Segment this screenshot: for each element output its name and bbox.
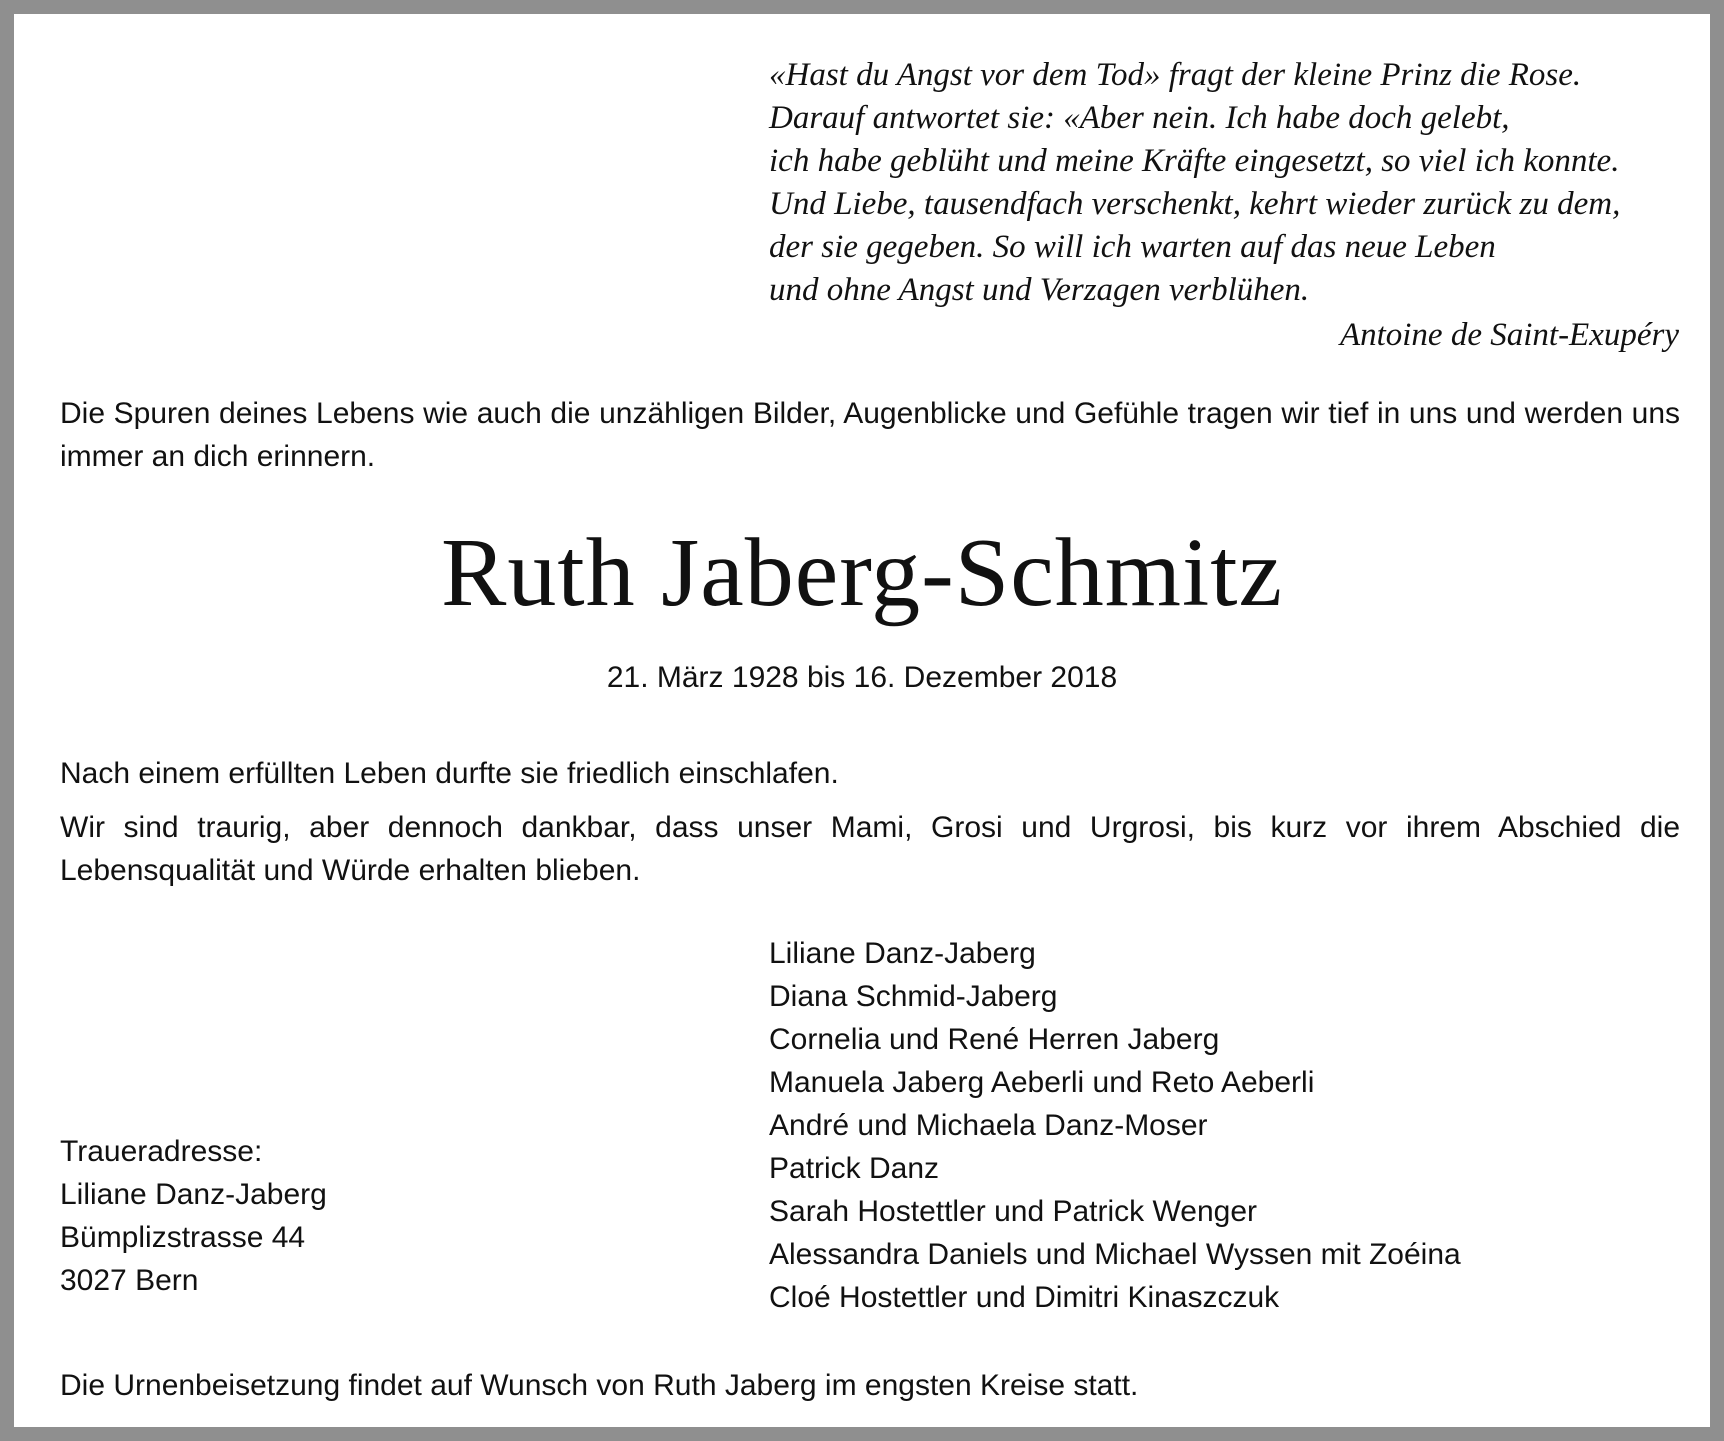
quote-line: «Hast du Angst vor dem Tod» fragt der kleine Prinz die Rose.	[769, 57, 1582, 93]
life-dates: 21. März 1928 bis 16. Dezember 2018	[606, 661, 1118, 694]
family-member: Cornelia und René Herren Jaberg	[769, 1023, 1220, 1056]
address-line: 3027 Bern	[60, 1264, 199, 1297]
family-member: Cloé Hostettler und Dimitri Kinaszczuk	[769, 1281, 1280, 1314]
deceased-name: Ruth Jaberg-Schmitz	[441, 519, 1283, 627]
family-member: Liliane Danz-Jaberg	[769, 937, 1036, 970]
paragraph-gratitude: Wir sind traurig, aber dennoch dankbar, dass unser Mami, Grosi und Urgrosi, bis kurz vor ihrem Abschied die Lebensqualität und Würde erhalten blieben.	[60, 811, 1680, 887]
paragraph-peaceful: Nach einem erfüllten Leben durfte sie friedlich einschlafen.	[60, 757, 839, 790]
quote-line: Darauf antwortet sie: «Aber nein. Ich habe doch gelebt,	[769, 100, 1510, 136]
family-member: Sarah Hostettler und Patrick Wenger	[769, 1195, 1258, 1228]
quote-block	[769, 54, 1689, 357]
mourning-address	[60, 1130, 327, 1302]
quote-line: der sie gegeben. So will ich warten auf das neue Leben	[769, 229, 1496, 265]
address-line: Liliane Danz-Jaberg	[60, 1178, 327, 1211]
quote-line: ich habe geblüht und meine Kräfte eingesetzt, so viel ich konnte.	[769, 143, 1620, 179]
address-heading: Traueradresse:	[60, 1135, 263, 1168]
obituary-notice	[14, 14, 1710, 1427]
burial-notice: Die Urnenbeisetzung findet auf Wunsch von Ruth Jaberg im engsten Kreise statt.	[60, 1369, 1139, 1402]
family-member: Patrick Danz	[769, 1152, 940, 1185]
family-member: Alessandra Daniels und Michael Wyssen mit Zoéina	[769, 1238, 1461, 1271]
quote-line: Und Liebe, tausendfach verschenkt, kehrt wieder zurück zu dem,	[769, 186, 1621, 222]
family-member: André und Michaela Danz-Moser	[769, 1109, 1208, 1142]
family-member: Manuela Jaberg Aeberli und Reto Aeberli	[769, 1066, 1315, 1099]
intro-text: Die Spuren deines Lebens wie auch die unzähligen Bilder, Augenblicke und Gefühle tragen wir tief in uns und werden uns immer an dich erinnern.	[60, 397, 1680, 473]
family-member: Diana Schmid-Jaberg	[769, 980, 1058, 1013]
address-line: Bümplizstrasse 44	[60, 1221, 306, 1254]
quote-author: Antoine de Saint-Exupéry	[1339, 317, 1679, 353]
family-list	[769, 932, 1461, 1319]
quote-line: und ohne Angst und Verzagen verblühen.	[769, 272, 1310, 308]
